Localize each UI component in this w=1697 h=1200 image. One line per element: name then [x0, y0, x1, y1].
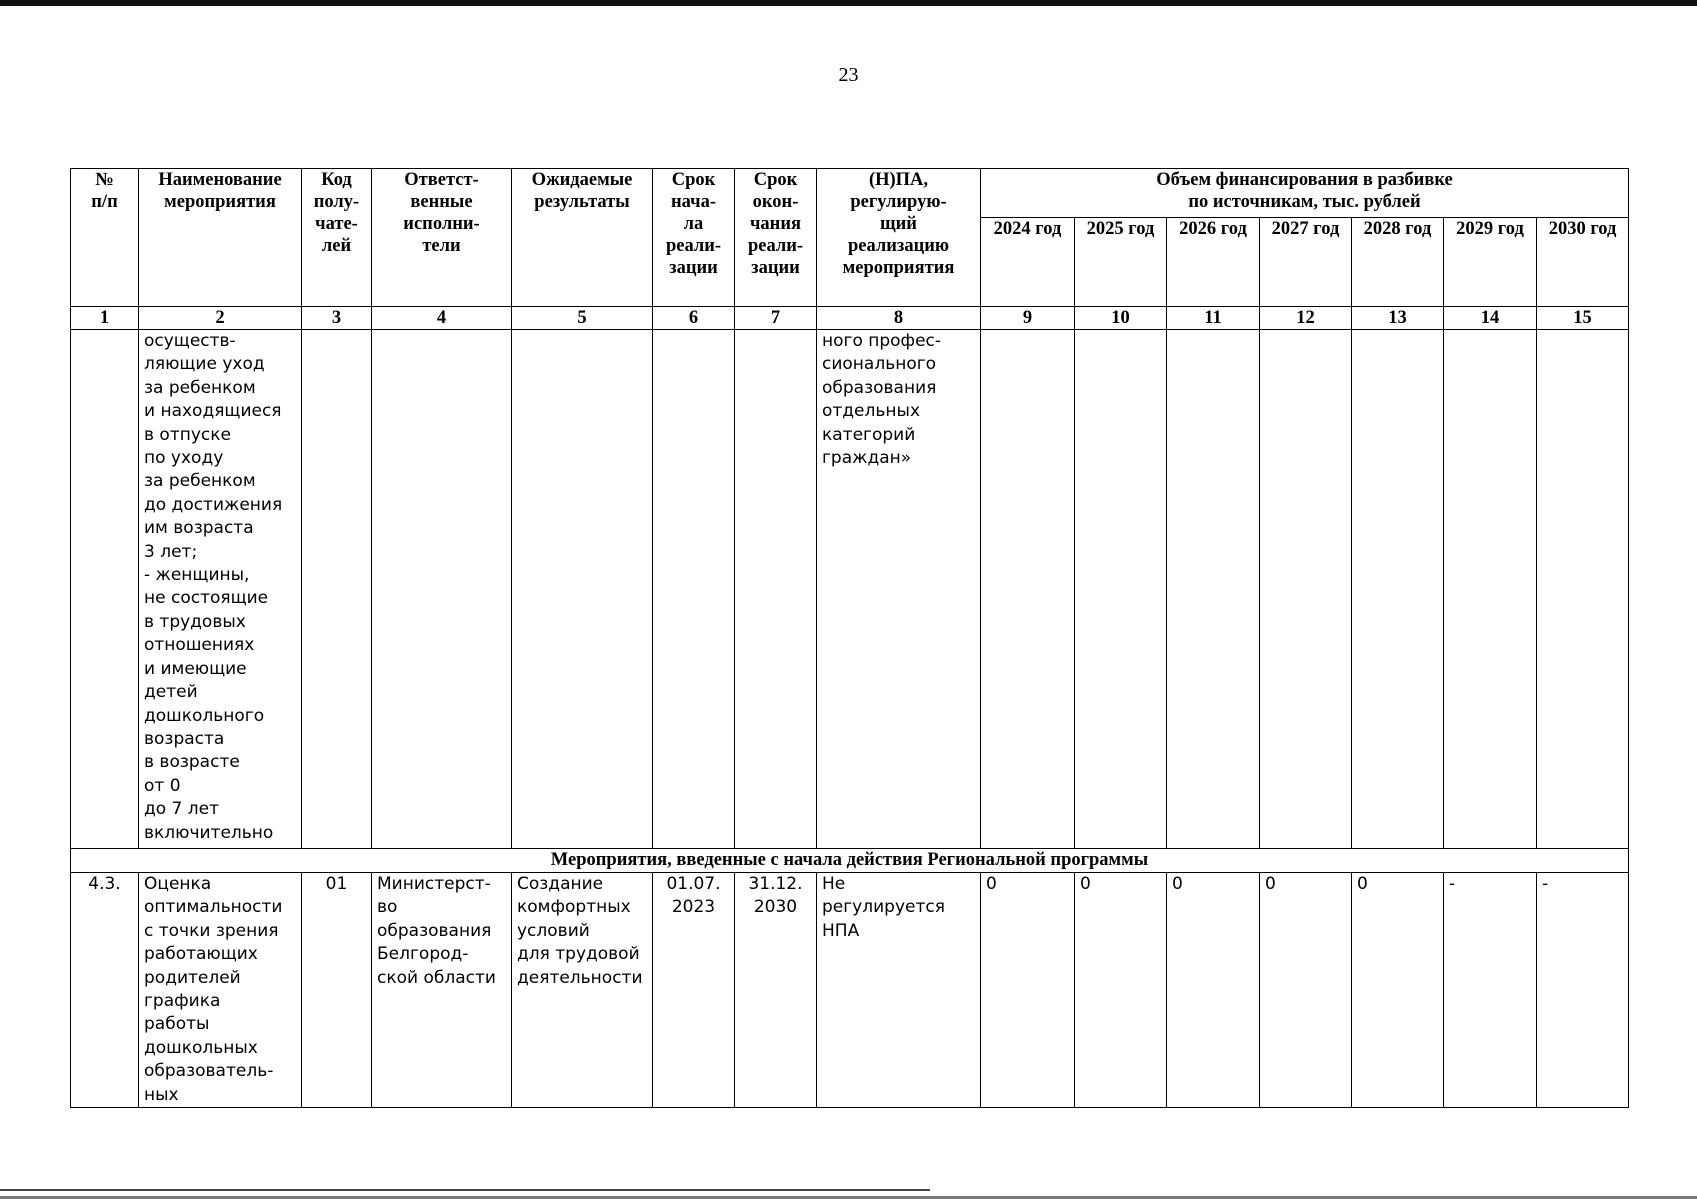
column-number: 14	[1444, 307, 1537, 330]
column-number: 11	[1167, 307, 1260, 330]
column-number-row	[71, 307, 1629, 330]
cell-empty	[1167, 330, 1260, 849]
header-row	[71, 169, 1629, 218]
header-activity-name: Наименование мероприятия	[139, 169, 302, 307]
funding-2029: -	[1444, 873, 1537, 1108]
funding-2026: 0	[1167, 873, 1260, 1108]
cell-empty	[653, 330, 735, 849]
column-number: 8	[817, 307, 981, 330]
cell-empty	[1537, 330, 1629, 849]
header-expected-results: Ожидаемые результаты	[512, 169, 653, 307]
funding-2024: 0	[981, 873, 1075, 1108]
cell-empty	[372, 330, 512, 849]
column-number: 3	[302, 307, 372, 330]
cell-empty	[1444, 330, 1537, 849]
continued-regulation-text: ного профес- сионального образования отдельных категорий граждан»	[817, 330, 981, 849]
header-recipient-code: Код полу- чате- лей	[302, 169, 372, 307]
section-title: Мероприятия, введенные с начала действия Региональной программы	[71, 849, 1629, 873]
column-number: 1	[71, 307, 139, 330]
continued-activity-text: осуществ- ляющие уход за ребенком и находящиеся в отпуске по уходу за ребенком до достижения им возраста 3 лет; - женщины, не состоящие в трудовых отношениях и имеющие детей дошкольного возраста в возрасте от 0 до 7 лет включительно	[139, 330, 302, 849]
recipient-code: 01	[302, 873, 372, 1108]
column-number: 10	[1075, 307, 1167, 330]
column-number: 12	[1260, 307, 1352, 330]
regulation: Не регулируется НПА	[817, 873, 981, 1108]
header-number: № п/п	[71, 169, 139, 307]
cell-empty	[302, 330, 372, 849]
funding-2025: 0	[1075, 873, 1167, 1108]
header-regulation: (Н)ПА, регулирую- щий реализацию мероприятия	[817, 169, 981, 307]
funding-2030: -	[1537, 873, 1629, 1108]
row-number: 4.3.	[71, 873, 139, 1108]
header-year: 2029 год	[1444, 218, 1537, 307]
table-row	[71, 873, 1629, 1108]
cell-empty	[71, 330, 139, 849]
page-number: 23	[838, 64, 859, 86]
header-end-date: Срок окон- чания реали- зации	[735, 169, 817, 307]
cell-empty	[512, 330, 653, 849]
bottom-border-line	[0, 1189, 930, 1191]
start-date: 01.07. 2023	[653, 873, 735, 1108]
executor: Министерст- во образования Белгород- ской области	[372, 873, 512, 1108]
header-funding: Объем финансирования в разбивке по источникам, тыс. рублей	[981, 169, 1629, 218]
header-year: 2030 год	[1537, 218, 1629, 307]
cell-empty	[1352, 330, 1444, 849]
header-year: 2026 год	[1167, 218, 1260, 307]
end-date: 31.12. 2030	[735, 873, 817, 1108]
header-year: 2028 год	[1352, 218, 1444, 307]
column-number: 5	[512, 307, 653, 330]
top-border-line	[0, 0, 1697, 6]
header-start-date: Срок нача- ла реали- зации	[653, 169, 735, 307]
cell-empty	[981, 330, 1075, 849]
section-heading-row	[71, 849, 1629, 873]
funding-2027: 0	[1260, 873, 1352, 1108]
bottom-edge-line	[0, 1196, 1697, 1199]
funding-2028: 0	[1352, 873, 1444, 1108]
column-number: 15	[1537, 307, 1629, 330]
header-year: 2024 год	[981, 218, 1075, 307]
cell-empty	[1260, 330, 1352, 849]
header-executors: Ответст- венные исполни- тели	[372, 169, 512, 307]
column-number: 2	[139, 307, 302, 330]
expected-result: Создание комфортных условий для трудовой деятельности	[512, 873, 653, 1108]
header-year: 2025 год	[1075, 218, 1167, 307]
column-number: 9	[981, 307, 1075, 330]
cell-empty	[735, 330, 817, 849]
column-number: 6	[653, 307, 735, 330]
header-year: 2027 год	[1260, 218, 1352, 307]
continued-row	[71, 330, 1629, 849]
column-number: 4	[372, 307, 512, 330]
column-number: 7	[735, 307, 817, 330]
column-number: 13	[1352, 307, 1444, 330]
cell-empty	[1075, 330, 1167, 849]
funding-table	[70, 168, 1629, 1108]
activity-name: Оценка оптимальности с точки зрения работающих родителей графика работы дошкольных образователь- ных	[139, 873, 302, 1108]
